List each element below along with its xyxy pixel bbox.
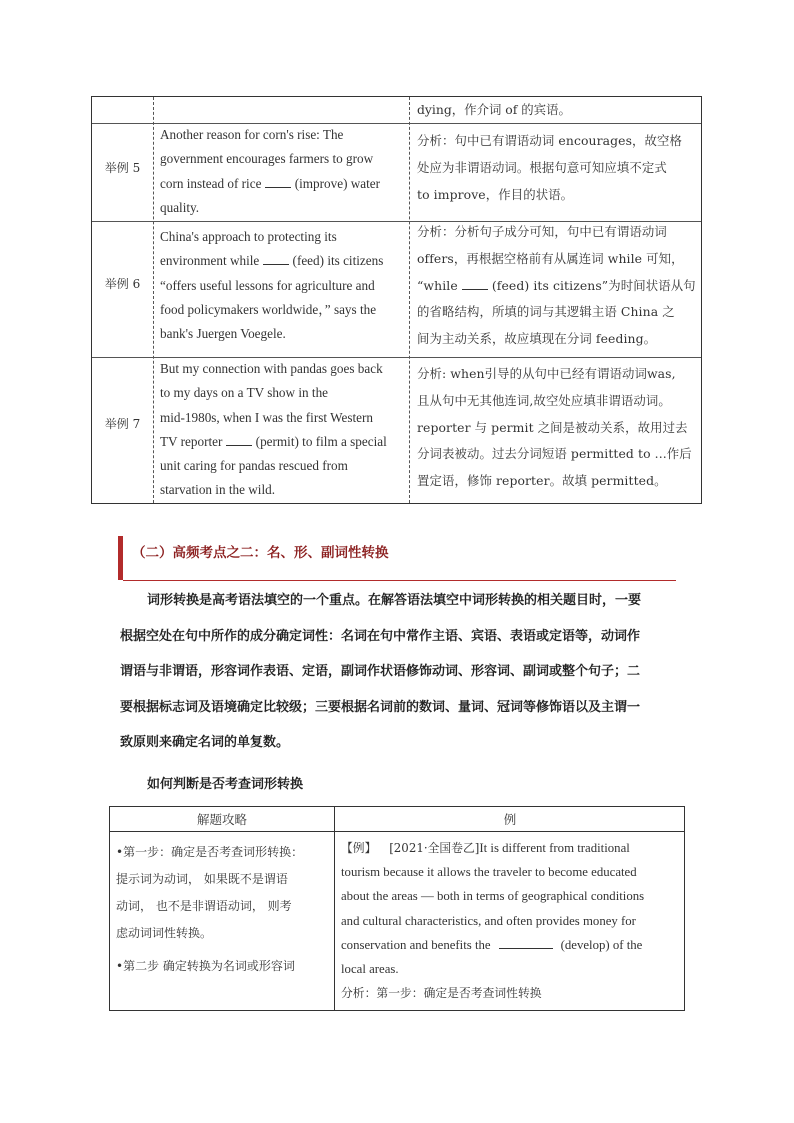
- analysis-line: 的省略结构，所填的词与其逻辑主语 China 之: [417, 304, 675, 320]
- example-line: tourism because it allows the traveler to become educated: [341, 865, 637, 880]
- examples-table: [91, 96, 702, 504]
- strategy-steps: [116, 839, 330, 980]
- paragraph-line: 词形转换是高考语法填空的一个重点。在解答语法填空中词形转换的相关题目时，一要: [147, 593, 642, 608]
- example-tag: 【例】: [341, 841, 377, 855]
- analysis-line: 且从句中无其他连词,故空处应填非谓语动词。: [417, 392, 671, 408]
- paragraph-line: 致原则来确定名词的单复数。: [120, 735, 290, 750]
- fill-blank: [265, 177, 291, 188]
- example-text: [341, 836, 679, 1005]
- header-divider: [110, 831, 684, 832]
- fill-blank: [499, 936, 553, 949]
- example-sentence: [160, 225, 400, 346]
- section-title: （二）高频考点之二：名、形、副词性转换: [132, 545, 389, 561]
- example-line: and cultural characteristics, and often provides money for: [341, 913, 636, 928]
- sentence-line: [160, 249, 400, 273]
- sentence-line: mid-1980s, when I was the first Western: [160, 409, 373, 425]
- sentence-text: corn instead of rice: [160, 175, 262, 191]
- example-line: about the areas — both in terms of geographical conditions: [341, 889, 645, 904]
- sentence-text: (improve) water: [294, 175, 381, 191]
- step-line: 虑动词词性转换。: [116, 926, 213, 940]
- step-line: 动词， 也不是非谓语动词， 则考: [116, 899, 292, 913]
- sentence-text: (permit) to film a special: [255, 433, 387, 449]
- sentence-line: But my connection with pandas goes back: [160, 361, 383, 376]
- analysis-line: 分词表被动。过去分词短语 permitted to ...作后: [417, 446, 692, 462]
- example-label: 举例 6: [104, 277, 141, 291]
- paragraph-line: 谓语与非谓语，形容词作表语、定语，副词作状语修饰动词、形容词、副词或整个句子；二: [120, 664, 641, 679]
- subheading: 如何判断是否考查词形转换: [147, 777, 304, 792]
- analysis-line: reporter 与 permit 之间是被动关系，故用过去: [417, 419, 688, 435]
- section-paragraph: [120, 583, 680, 761]
- column-divider: [409, 97, 410, 503]
- example-label: 举例 5: [104, 161, 141, 175]
- sentence-text: TV reporter: [160, 433, 223, 449]
- example-analysis: [417, 128, 699, 208]
- fill-blank: [226, 435, 252, 446]
- sentence-text: (feed) its citizens: [292, 253, 384, 269]
- example-analysis: [417, 219, 699, 353]
- example-analysis: [417, 361, 699, 495]
- sentence-line: unit caring for pandas rescued from: [160, 458, 348, 474]
- step-line: 提示词为动词， 如果既不是谓语: [116, 872, 288, 886]
- analysis-text: (feed) its citizens”为时间状语从句: [491, 277, 696, 293]
- column-divider: [334, 807, 335, 1010]
- example-line: [341, 933, 679, 957]
- sentence-line: [160, 172, 400, 196]
- analysis-line: 处应为非谓语动词。根据句意可知应填不定式: [417, 159, 667, 175]
- paragraph-line: 要根据标志词及语境确定比较级；三要根据名词前的数词、量词、冠词等修饰语以及主谓一: [120, 699, 641, 715]
- example-line: [341, 836, 679, 860]
- column-divider: [153, 97, 154, 503]
- step-line: •第一步：确定是否考查词形转换：: [116, 845, 304, 859]
- analysis-line: 分析：句中已有谓语动词 encourages，故空格: [417, 133, 683, 148]
- example-sentence: [160, 357, 400, 503]
- analysis-line: to improve，作目的状语。: [417, 186, 574, 202]
- example-line: local areas.: [341, 962, 399, 977]
- analysis-line: offers，再根据空格前有从属连词 while 可知，: [417, 250, 684, 266]
- sentence-line: starvation in the wild.: [160, 482, 276, 498]
- paragraph-line: 根据空处在句中所作的成分确定词性：名词在句中常作主语、宾语、表语或定语等，动词作: [120, 628, 641, 644]
- sentence-line: China's approach to protecting its: [160, 229, 337, 244]
- analysis-line: 间为主动关系，故应填现在分词 feeding。: [417, 331, 657, 347]
- column-header: 例: [503, 812, 517, 827]
- example-text-line: It is different from traditional: [479, 841, 630, 855]
- sentence-line: food policymakers worldwide，” says the: [160, 301, 377, 317]
- example-label: 举例 7: [104, 417, 141, 431]
- section-accent-bar: [118, 536, 123, 580]
- analysis-line: 分析: when引导的从句中已经有谓语动词was,: [417, 366, 676, 381]
- analysis-line: 置定语，修饰 reporter。故填 permitted。: [417, 473, 667, 489]
- example-sentence: [160, 123, 400, 220]
- sentence-line: Another reason for corn's rise: The: [160, 127, 344, 142]
- example-text-line: conservation and benefits the: [341, 937, 491, 952]
- fill-blank: [263, 254, 289, 265]
- sentence-line: [160, 430, 400, 454]
- sentence-text: environment while: [160, 253, 260, 269]
- analysis-line: [417, 273, 699, 300]
- row0-analysis: dying，作介词 of 的宾语。: [417, 102, 571, 117]
- column-header: 解题攻略: [196, 812, 247, 827]
- strategy-table: [109, 806, 685, 1011]
- step-line: •第二步 确定转换为名词或形容词: [116, 959, 295, 973]
- section-divider: [123, 580, 676, 581]
- sentence-line: government encourages farmers to grow: [160, 151, 374, 167]
- analysis-text: “while: [417, 277, 458, 293]
- sentence-line: quality.: [160, 199, 200, 215]
- example-text-line: (develop) of the: [560, 937, 643, 952]
- example-source: [2021·全国卷乙]: [389, 841, 480, 855]
- sentence-line: bank's Juergen Voegele.: [160, 326, 286, 342]
- analysis-line: 分析：分析句子成分可知，句中已有谓语动词: [417, 224, 667, 239]
- sentence-line: to my days on a TV show in the: [160, 385, 329, 401]
- fill-blank: [462, 279, 488, 290]
- sentence-line: “offers useful lessons for agriculture and: [160, 277, 375, 293]
- example-analysis: 分析：第一步：确定是否考查词性转换: [341, 986, 542, 1001]
